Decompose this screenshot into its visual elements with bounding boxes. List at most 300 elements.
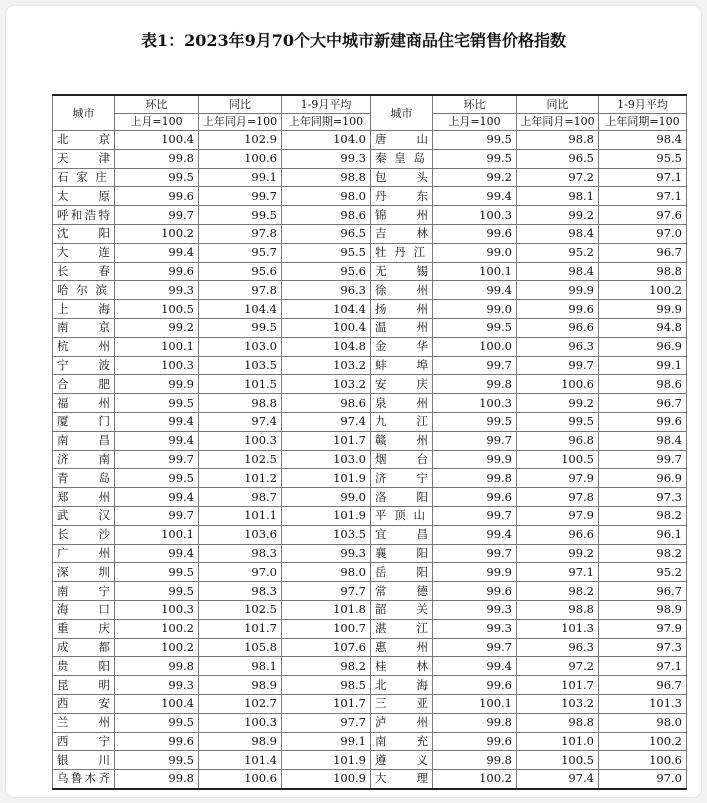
avg-value: 101.9	[282, 469, 371, 488]
yoy-value: 103.2	[517, 694, 599, 713]
table-row	[53, 600, 687, 619]
yoy-value: 97.8	[199, 281, 282, 300]
yoy-value: 100.3	[199, 713, 282, 732]
yoy-value: 97.2	[517, 168, 599, 187]
mom-value: 100.4	[115, 694, 199, 713]
header-avg-base-right: 上年同期=100	[599, 113, 687, 131]
avg-value: 104.0	[282, 131, 371, 150]
avg-value: 98.8	[599, 262, 687, 281]
table-row	[53, 450, 687, 469]
avg-value: 97.7	[282, 582, 371, 601]
mom-value: 99.5	[115, 168, 199, 187]
avg-value: 98.4	[599, 131, 687, 150]
city-cell: 秦皇岛	[371, 149, 433, 168]
mom-value: 99.7	[115, 206, 199, 225]
mom-value: 99.7	[115, 450, 199, 469]
city-cell: 武 汉	[53, 506, 115, 525]
avg-value: 97.9	[599, 619, 687, 638]
table-row	[53, 544, 687, 563]
avg-value: 99.7	[599, 450, 687, 469]
yoy-value: 98.4	[517, 224, 599, 243]
mom-value: 99.5	[433, 131, 517, 150]
city-cell: 温 州	[371, 318, 433, 337]
yoy-value: 98.9	[199, 732, 282, 751]
mom-value: 99.8	[433, 375, 517, 394]
city-cell: 锦 州	[371, 206, 433, 225]
city-cell: 上 海	[53, 300, 115, 319]
yoy-value: 98.1	[517, 187, 599, 206]
yoy-value: 105.8	[199, 638, 282, 657]
avg-value: 96.1	[599, 525, 687, 544]
city-cell: 宜 昌	[371, 525, 433, 544]
mom-value: 99.9	[115, 375, 199, 394]
city-cell: 惠 州	[371, 638, 433, 657]
mom-value: 99.2	[433, 168, 517, 187]
yoy-value: 95.7	[199, 243, 282, 262]
avg-value: 95.5	[282, 243, 371, 262]
avg-value: 101.9	[282, 506, 371, 525]
avg-value: 101.7	[282, 431, 371, 450]
city-cell: 厦 门	[53, 412, 115, 431]
avg-value: 100.2	[599, 732, 687, 751]
mom-value: 99.0	[433, 243, 517, 262]
yoy-value: 97.4	[199, 412, 282, 431]
mom-value: 99.5	[115, 751, 199, 770]
table-row	[53, 770, 687, 789]
avg-value: 98.6	[282, 394, 371, 413]
yoy-value: 101.0	[517, 732, 599, 751]
mom-value: 99.4	[115, 243, 199, 262]
city-cell: 湛 江	[371, 619, 433, 638]
city-cell: 西 安	[53, 694, 115, 713]
mom-value: 99.4	[433, 187, 517, 206]
avg-value: 100.9	[282, 770, 371, 789]
avg-value: 97.3	[599, 638, 687, 657]
table-body	[53, 131, 687, 789]
mom-value: 99.8	[115, 657, 199, 676]
mom-value: 99.5	[433, 412, 517, 431]
mom-value: 99.6	[433, 224, 517, 243]
avg-value: 104.8	[282, 337, 371, 356]
city-cell: 长 春	[53, 262, 115, 281]
table-row	[53, 506, 687, 525]
avg-value: 99.9	[599, 300, 687, 319]
table-row	[53, 318, 687, 337]
mom-value: 100.5	[115, 300, 199, 319]
city-cell: 襄 阳	[371, 544, 433, 563]
mom-value: 99.4	[433, 525, 517, 544]
table-row	[53, 337, 687, 356]
yoy-value: 98.8	[199, 394, 282, 413]
city-cell: 桂 林	[371, 657, 433, 676]
avg-value: 98.2	[599, 506, 687, 525]
yoy-value: 97.0	[199, 563, 282, 582]
table-row	[53, 300, 687, 319]
yoy-value: 98.7	[199, 488, 282, 507]
avg-value: 96.3	[282, 281, 371, 300]
city-cell: 吉 林	[371, 224, 433, 243]
avg-value: 99.3	[282, 544, 371, 563]
mom-value: 100.3	[433, 394, 517, 413]
city-cell: 常 德	[371, 582, 433, 601]
table-row	[53, 525, 687, 544]
yoy-value: 104.4	[199, 300, 282, 319]
mom-value: 99.4	[115, 412, 199, 431]
header-mom-right: 环比	[433, 95, 517, 113]
avg-value: 103.2	[282, 375, 371, 394]
yoy-value: 96.3	[517, 638, 599, 657]
city-cell: 安 庆	[371, 375, 433, 394]
table-row	[53, 582, 687, 601]
yoy-value: 97.2	[517, 657, 599, 676]
avg-value: 99.0	[282, 488, 371, 507]
city-cell: 广 州	[53, 544, 115, 563]
mom-value: 99.5	[115, 582, 199, 601]
yoy-value: 100.6	[199, 149, 282, 168]
mom-value: 99.3	[115, 676, 199, 695]
table-row	[53, 131, 687, 150]
price-index-table	[52, 94, 687, 790]
avg-value: 100.4	[282, 318, 371, 337]
mom-value: 99.4	[433, 657, 517, 676]
yoy-value: 97.9	[517, 506, 599, 525]
city-cell: 无 锡	[371, 262, 433, 281]
mom-value: 99.7	[433, 356, 517, 375]
avg-value: 95.5	[599, 149, 687, 168]
city-cell: 西 宁	[53, 732, 115, 751]
table-title: 表1：2023年9月70个大中城市新建商品住宅销售价格指数	[140, 31, 567, 50]
header-avg-left: 1-9月平均	[282, 95, 371, 113]
avg-value: 98.0	[282, 563, 371, 582]
mom-value: 99.6	[115, 187, 199, 206]
avg-value: 97.0	[599, 224, 687, 243]
table-row	[53, 375, 687, 394]
yoy-value: 99.5	[517, 412, 599, 431]
avg-value: 100.6	[599, 751, 687, 770]
city-cell: 重 庆	[53, 619, 115, 638]
city-cell: 平顶山	[371, 506, 433, 525]
avg-value: 94.8	[599, 318, 687, 337]
city-cell: 牡丹江	[371, 243, 433, 262]
mom-value: 99.6	[433, 732, 517, 751]
avg-value: 99.1	[599, 356, 687, 375]
city-cell: 大 连	[53, 243, 115, 262]
mom-value: 99.0	[433, 300, 517, 319]
yoy-value: 102.9	[199, 131, 282, 150]
yoy-value: 101.7	[517, 676, 599, 695]
table-row	[53, 732, 687, 751]
table-row	[53, 619, 687, 638]
table-row	[53, 694, 687, 713]
table-row	[53, 563, 687, 582]
city-cell: 九 江	[371, 412, 433, 431]
yoy-value: 95.2	[517, 243, 599, 262]
mom-value: 99.6	[433, 582, 517, 601]
mom-value: 100.2	[115, 224, 199, 243]
mom-value: 99.6	[115, 732, 199, 751]
city-cell: 韶 关	[371, 600, 433, 619]
header-avg-base-left: 上年同期=100	[282, 113, 371, 131]
yoy-value: 99.2	[517, 544, 599, 563]
avg-value: 97.6	[599, 206, 687, 225]
yoy-value: 96.6	[517, 525, 599, 544]
yoy-value: 103.6	[199, 525, 282, 544]
city-cell: 呼和浩特	[53, 206, 115, 225]
mom-value: 99.7	[433, 544, 517, 563]
header-yoy-base-right: 上年同月=100	[517, 113, 599, 131]
avg-value: 99.6	[599, 412, 687, 431]
city-cell: 包 头	[371, 168, 433, 187]
table-row	[53, 431, 687, 450]
yoy-value: 97.9	[517, 469, 599, 488]
header-mom-base-right: 上月=100	[433, 113, 517, 131]
mom-value: 99.8	[433, 469, 517, 488]
yoy-value: 99.2	[517, 206, 599, 225]
table-row	[53, 657, 687, 676]
avg-value: 98.0	[282, 187, 371, 206]
yoy-value: 97.8	[517, 488, 599, 507]
city-cell: 银 川	[53, 751, 115, 770]
header-mom-base-left: 上月=100	[115, 113, 199, 131]
table-row	[53, 469, 687, 488]
city-cell: 遵 义	[371, 751, 433, 770]
mom-value: 99.7	[433, 431, 517, 450]
mom-value: 99.4	[115, 431, 199, 450]
yoy-value: 101.3	[517, 619, 599, 638]
city-cell: 南 京	[53, 318, 115, 337]
avg-value: 98.4	[599, 431, 687, 450]
avg-value: 97.1	[599, 657, 687, 676]
mom-value: 99.8	[433, 751, 517, 770]
city-cell: 赣 州	[371, 431, 433, 450]
mom-value: 99.3	[433, 619, 517, 638]
yoy-value: 100.5	[517, 751, 599, 770]
header-row-1	[53, 95, 687, 113]
mom-value: 99.5	[433, 149, 517, 168]
mom-value: 99.8	[115, 149, 199, 168]
avg-value: 99.1	[282, 732, 371, 751]
mom-value: 99.5	[433, 318, 517, 337]
avg-value: 98.6	[599, 375, 687, 394]
yoy-value: 99.5	[199, 318, 282, 337]
mom-value: 99.3	[433, 600, 517, 619]
city-cell: 合 肥	[53, 375, 115, 394]
city-cell: 太 原	[53, 187, 115, 206]
mom-value: 100.1	[433, 694, 517, 713]
city-cell: 三 亚	[371, 694, 433, 713]
yoy-value: 99.7	[199, 187, 282, 206]
header-yoy-left: 同比	[199, 95, 282, 113]
city-cell: 福 州	[53, 394, 115, 413]
city-cell: 深 圳	[53, 563, 115, 582]
table-row	[53, 243, 687, 262]
avg-value: 104.4	[282, 300, 371, 319]
mom-value: 99.3	[115, 281, 199, 300]
city-cell: 兰 州	[53, 713, 115, 732]
city-cell: 济 南	[53, 450, 115, 469]
city-cell: 宁 波	[53, 356, 115, 375]
avg-value: 96.7	[599, 243, 687, 262]
avg-value: 107.6	[282, 638, 371, 657]
mom-value: 99.4	[433, 281, 517, 300]
city-cell: 南 昌	[53, 431, 115, 450]
city-cell: 石家庄	[53, 168, 115, 187]
avg-value: 96.7	[599, 676, 687, 695]
mom-value: 99.6	[433, 676, 517, 695]
yoy-value: 97.4	[517, 770, 599, 789]
city-cell: 洛 阳	[371, 488, 433, 507]
header-mom-left: 环比	[115, 95, 199, 113]
yoy-value: 98.2	[517, 582, 599, 601]
avg-value: 100.7	[282, 619, 371, 638]
avg-value: 98.6	[282, 206, 371, 225]
city-cell: 泸 州	[371, 713, 433, 732]
mom-value: 99.5	[115, 713, 199, 732]
avg-value: 98.2	[282, 657, 371, 676]
mom-value: 99.5	[115, 469, 199, 488]
mom-value: 99.4	[115, 488, 199, 507]
header-row-2	[53, 113, 687, 131]
mom-value: 99.8	[433, 713, 517, 732]
avg-value: 97.3	[599, 488, 687, 507]
city-cell: 烟 台	[371, 450, 433, 469]
mom-value: 99.2	[115, 318, 199, 337]
city-cell: 徐 州	[371, 281, 433, 300]
city-cell: 乌鲁木齐	[53, 770, 115, 789]
avg-value: 98.5	[282, 676, 371, 695]
city-cell: 金 华	[371, 337, 433, 356]
yoy-value: 98.3	[199, 544, 282, 563]
city-cell: 蚌 埠	[371, 356, 433, 375]
yoy-value: 98.9	[199, 676, 282, 695]
yoy-value: 102.7	[199, 694, 282, 713]
yoy-value: 96.8	[517, 431, 599, 450]
yoy-value: 103.0	[199, 337, 282, 356]
avg-value: 97.4	[282, 412, 371, 431]
avg-value: 97.7	[282, 713, 371, 732]
yoy-value: 99.1	[199, 168, 282, 187]
avg-value: 96.9	[599, 469, 687, 488]
avg-value: 98.2	[599, 544, 687, 563]
yoy-value: 103.5	[199, 356, 282, 375]
table-row	[53, 149, 687, 168]
mom-value: 100.4	[115, 131, 199, 150]
avg-value: 101.3	[599, 694, 687, 713]
document-page	[6, 6, 701, 797]
table-row	[53, 262, 687, 281]
yoy-value: 95.6	[199, 262, 282, 281]
mom-value: 100.3	[115, 356, 199, 375]
header-city-right: 城市	[371, 95, 433, 131]
avg-value: 97.1	[599, 187, 687, 206]
yoy-value: 100.6	[199, 770, 282, 789]
mom-value: 99.7	[433, 506, 517, 525]
mom-value: 99.7	[115, 506, 199, 525]
yoy-value: 98.3	[199, 582, 282, 601]
avg-value: 101.7	[282, 694, 371, 713]
yoy-value: 99.7	[517, 356, 599, 375]
header-yoy-base-left: 上年同月=100	[199, 113, 282, 131]
avg-value: 96.5	[282, 224, 371, 243]
city-cell: 青 岛	[53, 469, 115, 488]
city-cell: 岳 阳	[371, 563, 433, 582]
city-cell: 长 沙	[53, 525, 115, 544]
city-cell: 南 充	[371, 732, 433, 751]
avg-value: 98.8	[282, 168, 371, 187]
city-cell: 扬 州	[371, 300, 433, 319]
city-cell: 贵 阳	[53, 657, 115, 676]
avg-value: 101.9	[282, 751, 371, 770]
city-cell: 天 津	[53, 149, 115, 168]
yoy-value: 98.8	[517, 131, 599, 150]
yoy-value: 101.7	[199, 619, 282, 638]
mom-value: 100.0	[433, 337, 517, 356]
table-row	[53, 356, 687, 375]
city-cell: 济 宁	[371, 469, 433, 488]
city-cell: 杭 州	[53, 337, 115, 356]
city-cell: 丹 东	[371, 187, 433, 206]
yoy-value: 99.5	[199, 206, 282, 225]
city-cell: 成 都	[53, 638, 115, 657]
avg-value: 95.2	[599, 563, 687, 582]
mom-value: 99.6	[433, 488, 517, 507]
header-yoy-right: 同比	[517, 95, 599, 113]
city-cell: 大 理	[371, 770, 433, 789]
header-city-left: 城市	[53, 95, 115, 131]
avg-value: 99.3	[282, 149, 371, 168]
header-avg-right: 1-9月平均	[599, 95, 687, 113]
city-cell: 南 宁	[53, 582, 115, 601]
yoy-value: 100.6	[517, 375, 599, 394]
table-row	[53, 394, 687, 413]
table-row	[53, 638, 687, 657]
table-row	[53, 676, 687, 695]
table-row	[53, 224, 687, 243]
mom-value: 100.3	[115, 600, 199, 619]
avg-value: 98.0	[599, 713, 687, 732]
mom-value: 99.9	[433, 563, 517, 582]
yoy-value: 97.1	[517, 563, 599, 582]
city-cell: 北 海	[371, 676, 433, 695]
mom-value: 99.4	[115, 544, 199, 563]
table-row	[53, 206, 687, 225]
avg-value: 96.7	[599, 394, 687, 413]
city-cell: 泉 州	[371, 394, 433, 413]
city-cell: 海 口	[53, 600, 115, 619]
yoy-value: 101.5	[199, 375, 282, 394]
yoy-value: 102.5	[199, 450, 282, 469]
yoy-value: 96.6	[517, 318, 599, 337]
table-row	[53, 488, 687, 507]
yoy-value: 99.6	[517, 300, 599, 319]
mom-value: 100.2	[115, 619, 199, 638]
mom-value: 100.2	[433, 770, 517, 789]
mom-value: 99.9	[433, 450, 517, 469]
avg-value: 98.9	[599, 600, 687, 619]
avg-value: 97.1	[599, 168, 687, 187]
mom-value: 100.1	[115, 525, 199, 544]
mom-value: 99.5	[115, 563, 199, 582]
mom-value: 100.3	[433, 206, 517, 225]
avg-value: 97.0	[599, 770, 687, 789]
yoy-value: 96.5	[517, 149, 599, 168]
avg-value: 96.9	[599, 337, 687, 356]
mom-value: 100.2	[115, 638, 199, 657]
mom-value: 99.7	[433, 638, 517, 657]
table-row	[53, 281, 687, 300]
mom-value: 99.8	[115, 770, 199, 789]
mom-value: 100.1	[115, 337, 199, 356]
